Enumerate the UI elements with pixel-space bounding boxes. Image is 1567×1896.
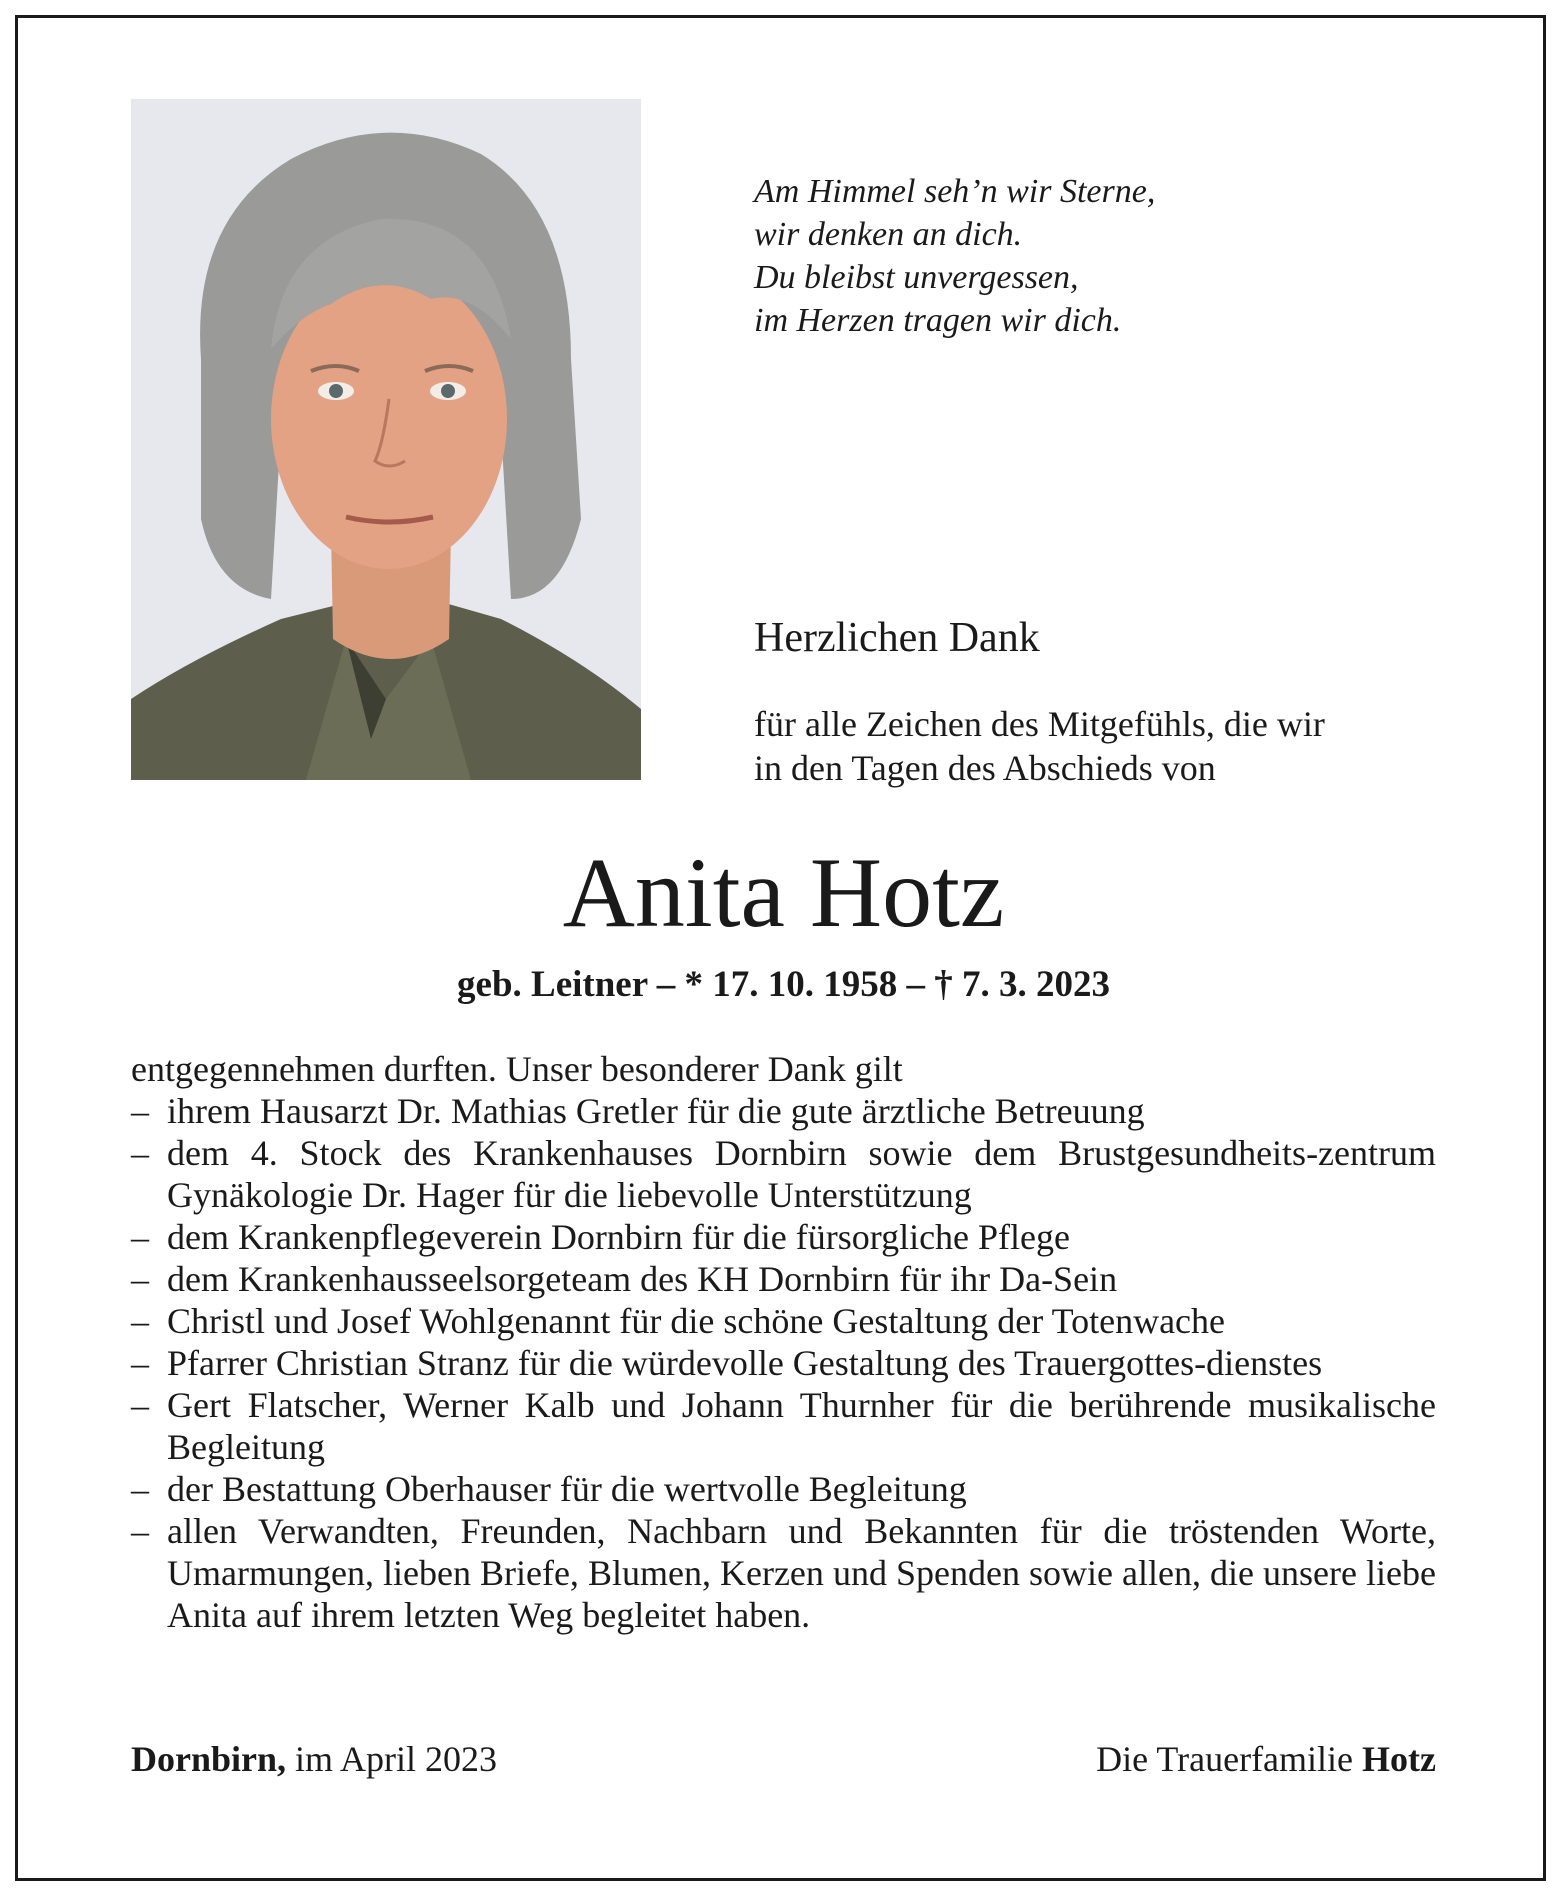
portrait-photo	[131, 99, 641, 780]
list-item-text: Pfarrer Christian Stranz für die würdevolle Gestaltung des Trauergottes-dienstes	[167, 1343, 1323, 1383]
list-item	[131, 1300, 1436, 1342]
list-item	[131, 1258, 1436, 1300]
poem-line: Du bleibst unvergessen,	[754, 259, 1079, 296]
poem-line: im Herzen tragen wir dich.	[754, 302, 1122, 339]
list-item	[131, 1384, 1436, 1468]
list-item-text: ihrem Hausarzt Dr. Mathias Gretler für die gute ärztliche Betreuung	[167, 1091, 1145, 1131]
bullet-dash: –	[131, 1217, 149, 1257]
thanks-list	[131, 1090, 1436, 1636]
list-item	[131, 1090, 1436, 1132]
bullet-dash: –	[131, 1301, 149, 1341]
list-item	[131, 1510, 1436, 1636]
poem-line: Am Himmel seh’n wir Sterne,	[754, 173, 1156, 210]
poem-line: wir denken an dich.	[754, 216, 1023, 253]
bullet-dash: –	[131, 1343, 149, 1383]
list-item	[131, 1342, 1436, 1384]
list-item-text: der Bestattung Oberhauser für die wertvolle Begleitung	[167, 1469, 967, 1509]
list-item-text: allen Verwandten, Freunden, Nachbarn und Bekannten für die tröstenden Worte, Umarmungen, lieben Briefe, Blumen, Kerzen und Spenden sowie allen, die unsere liebe Anita auf ihrem letzten Weg begleitet haben.	[167, 1511, 1436, 1635]
poem-verse	[754, 170, 1155, 342]
date-text: im April 2023	[286, 1739, 498, 1779]
thanks-body	[131, 1048, 1436, 1636]
birth-death-dates: geb. Leitner – * 17. 10. 1958 – † 7. 3. 2023	[457, 964, 1110, 1005]
bullet-dash: –	[131, 1511, 149, 1551]
thanks-lead: entgegennehmen durften. Unser besonderer Dank gilt	[131, 1049, 903, 1089]
thanks-heading: Herzlichen Dank	[754, 615, 1040, 661]
place-date	[131, 1737, 497, 1781]
portrait-illustration	[131, 99, 641, 780]
place-name: Dornbirn,	[131, 1739, 287, 1779]
deceased-name: Anita Hotz	[562, 837, 1005, 948]
thanks-intro-line: für alle Zeichen des Mitgefühls, die wir	[754, 704, 1325, 744]
family-prefix: Die Trauerfamilie	[1096, 1739, 1363, 1779]
list-item-text: Christl und Josef Wohlgenannt für die schöne Gestaltung der Totenwache	[167, 1301, 1226, 1341]
bullet-dash: –	[131, 1259, 149, 1299]
bullet-dash: –	[131, 1133, 149, 1173]
family-name: Hotz	[1362, 1739, 1436, 1779]
list-item-text: dem Krankenpflegeverein Dornbirn für die fürsorgliche Pflege	[167, 1217, 1071, 1257]
list-item	[131, 1468, 1436, 1510]
list-item-text: dem 4. Stock des Krankenhauses Dornbirn sowie dem Brustgesundheits-zentrum Gynäkologie Dr. Hager für die liebevolle Unterstützung	[167, 1133, 1436, 1215]
thanks-intro-line: in den Tagen des Abschieds von	[754, 748, 1216, 788]
list-item	[131, 1216, 1436, 1258]
family-signature	[1096, 1737, 1436, 1781]
bullet-dash: –	[131, 1469, 149, 1509]
bullet-dash: –	[131, 1385, 149, 1425]
list-item-text: Gert Flatscher, Werner Kalb und Johann Thurnher für die berührende musikalische Begleitung	[167, 1385, 1436, 1467]
list-item-text: dem Krankenhausseelsorgeteam des KH Dornbirn für ihr Da-Sein	[167, 1259, 1118, 1299]
thanks-intro	[754, 702, 1325, 790]
list-item	[131, 1132, 1436, 1216]
bullet-dash: –	[131, 1091, 149, 1131]
